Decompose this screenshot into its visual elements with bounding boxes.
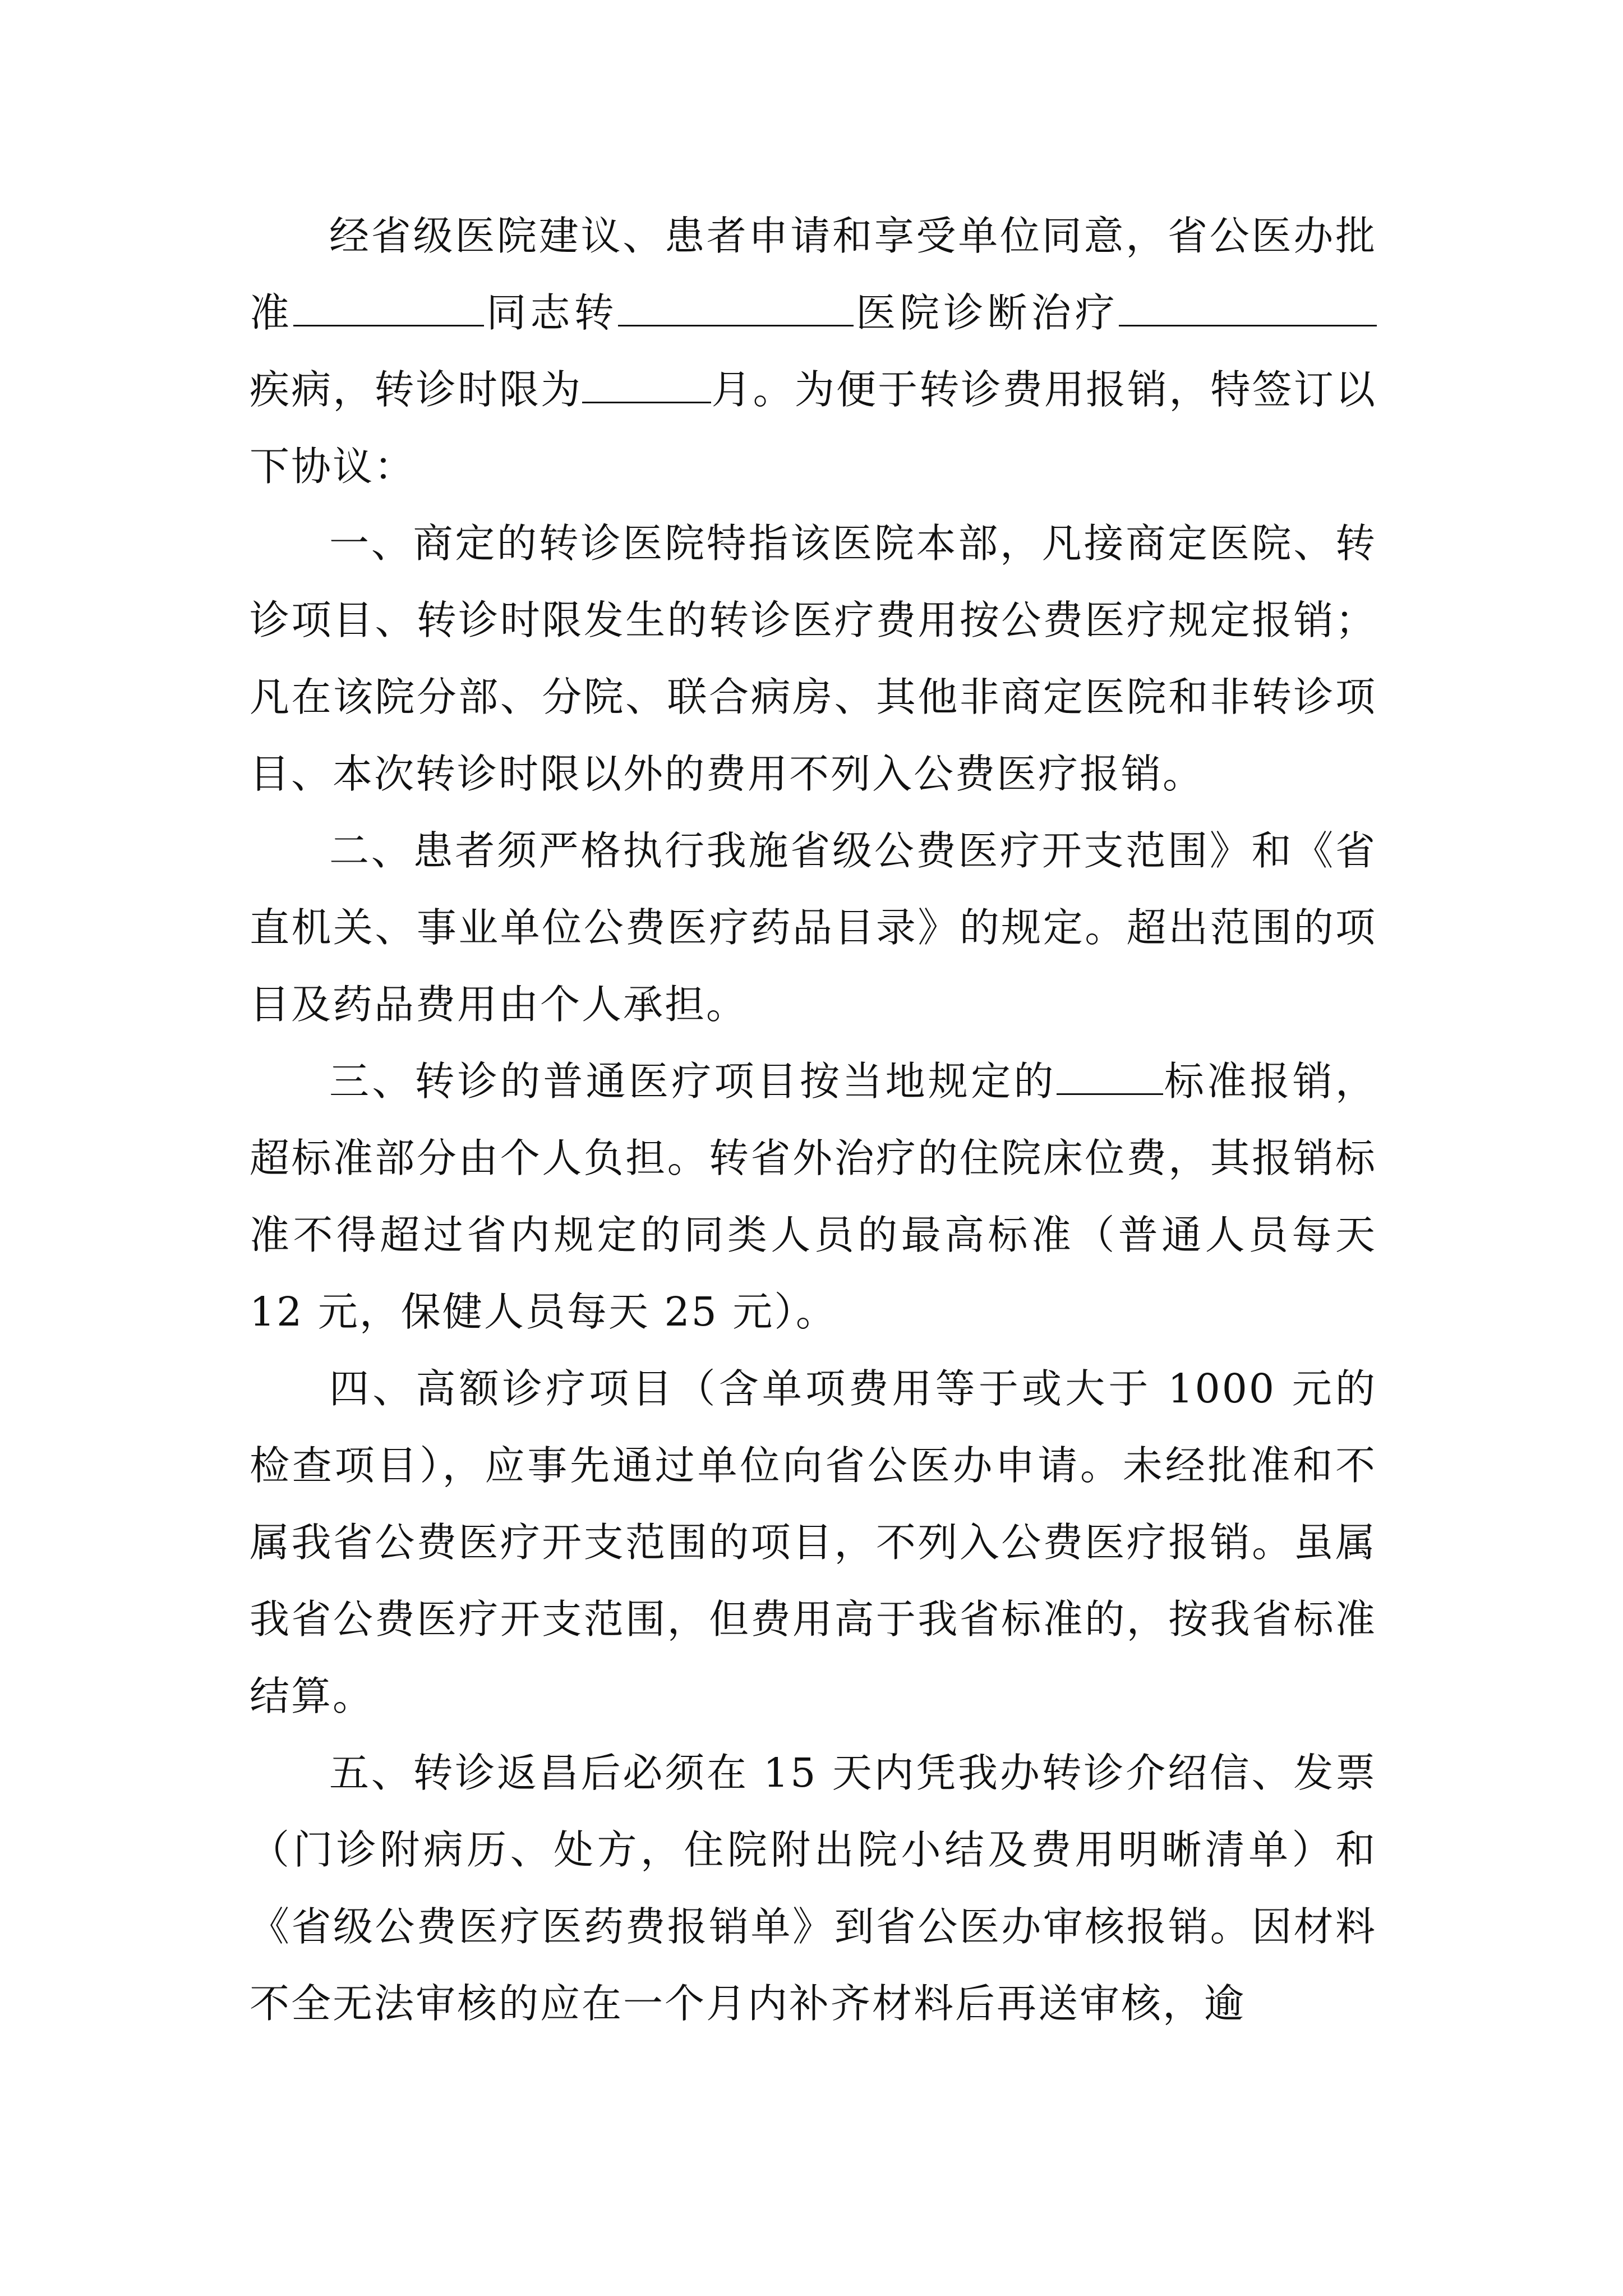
intro-text-3: 医院诊断治疗 [853,289,1119,336]
clause3-text-1: 三、转诊的普通医疗项目按当地规定的 [329,1058,1057,1105]
intro-text-4: 疾病，转诊时限为 [250,366,583,413]
intro-text-2: 同志转 [484,289,618,336]
blank-standard [1057,1056,1163,1095]
blank-disease-name [1119,287,1377,326]
document-body [250,197,1377,2042]
paragraph-clause-5: 五、转诊返昌后必须在 15 天内凭我办转诊介绍信、发票（门诊附病历、处方，住院附出院小结及费用明晰清单）和《省级公费医疗医药费报销单》到省公医办审核报销。因材料不全无法审核的应在一个月内补齐材料后再送审核，逾 [250,1750,1377,2027]
paragraph-clause-1: 一、商定的转诊医院特指该医院本部，凡接商定医院、转诊项目、转诊时限发生的转诊医疗费用按公费医疗规定报销；凡在该院分部、分院、联合病房、其他非商定医院和非转诊项目、本次转诊时限以外的费用不列入公费医疗报销。 [250,520,1377,797]
paragraph-intro [250,197,1377,505]
clause3-text-2: 标准报销，超标准部分由个人负担。转省外治疗的住院床位费，其报销标准不得超过省内规定的同类人员的最高标准（普通人员每天 12 元，保健人员每天 25 元）。 [250,1058,1377,1335]
paragraph-clause-3 [250,1043,1377,1350]
intro-text-1: 经省级医院建议、患者申请和享受单位同意，省公医办批准 [250,213,1377,336]
paragraph-clause-2: 二、患者须严格执行我施省级公费医疗开支范围》和《省直机关、事业单位公费医疗药品目录》的规定。超出范围的项目及药品费用由个人承担。 [250,827,1377,1028]
blank-months [582,364,711,403]
paragraph-clause-4: 四、高额诊疗项目（含单项费用等于或大于 1000 元的检查项目），应事先通过单位向省公医办申请。未经批准和不属我省公费医疗开支范围的项目，不列入公费医疗报销。虽属我省公费医疗开支范围，但费用高于我省标准的，按我省标准结算。 [250,1365,1377,1719]
blank-patient-name [293,287,484,326]
intro-text-5: 月。为便于转诊费用报销，特签订以下协议： [250,366,1377,490]
blank-hospital-name [618,287,854,326]
